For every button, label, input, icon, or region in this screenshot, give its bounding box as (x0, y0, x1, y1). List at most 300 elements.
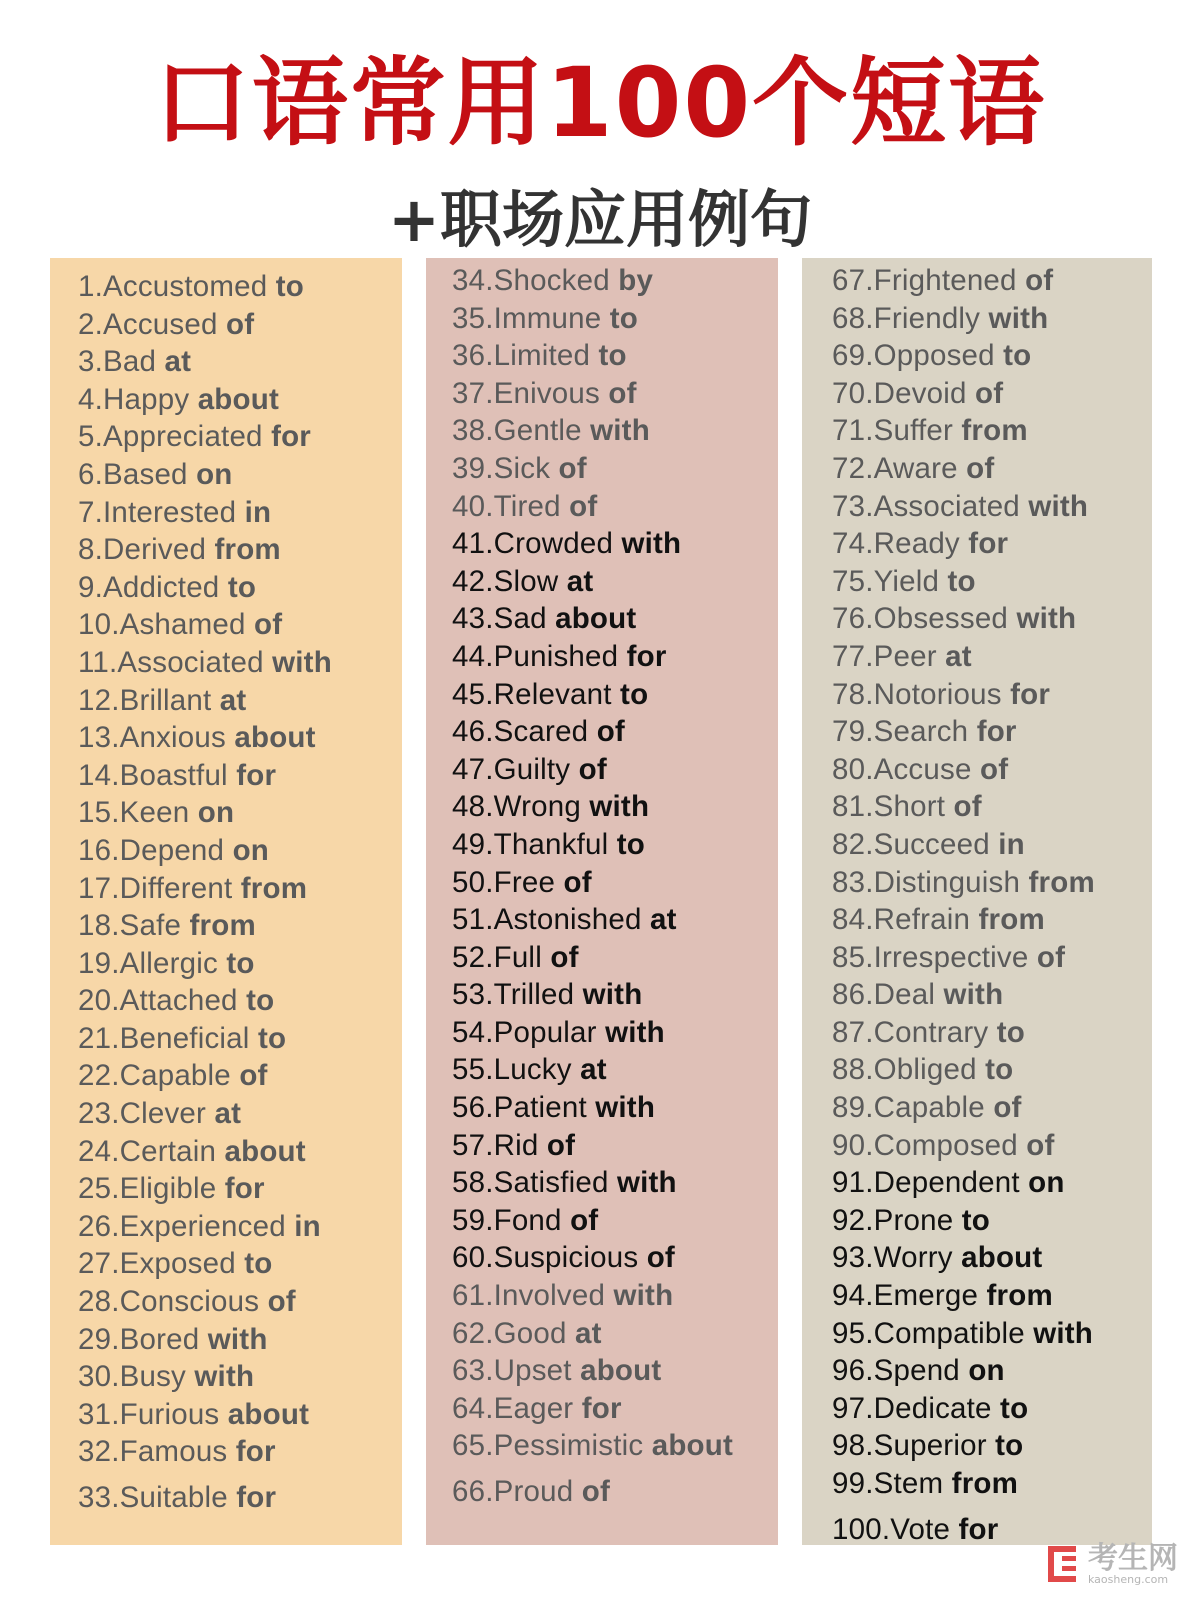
phrase-word: Slow (493, 564, 559, 598)
phrase-preposition: to (244, 1247, 273, 1281)
watermark-domain: kaosheng.com (1088, 1572, 1169, 1586)
phrase-item (832, 1239, 1152, 1277)
phrase-number: 66. (452, 1475, 494, 1508)
phrase-number: 16. (78, 833, 120, 867)
phrase-word: Accustomed (103, 270, 268, 303)
phrase-preposition: from (1028, 865, 1095, 899)
phrase-item (832, 300, 1152, 338)
phrase-word: Capable (873, 1091, 985, 1125)
phrase-preposition: to (609, 301, 639, 335)
phrase-item (452, 751, 778, 789)
phrase-preposition: of (1026, 1128, 1055, 1162)
phrase-word: Satisfied (493, 1166, 609, 1200)
phrase-item (832, 337, 1152, 375)
phrase-number: 9. (78, 570, 104, 604)
phrase-item (452, 262, 778, 300)
phrase-number: 51. (452, 903, 494, 937)
phrase-preposition: of (979, 752, 1009, 786)
phrase-item (452, 976, 778, 1014)
phrase-word: Aware (873, 451, 958, 485)
phrase-item (452, 1390, 778, 1428)
phrase-word: Accused (103, 307, 218, 341)
phrase-word: Peer (873, 639, 937, 673)
phrase-word: Clever (119, 1097, 207, 1131)
phrase-number: 31. (78, 1397, 120, 1431)
phrase-preposition: of (578, 752, 607, 786)
phrase-item (78, 832, 402, 870)
phrase-number: 7. (78, 495, 104, 529)
phrase-word: Dependent (873, 1166, 1020, 1200)
phrase-item (832, 1051, 1152, 1089)
phrase-number: 27. (78, 1247, 120, 1281)
phrase-item (452, 563, 778, 601)
phrase-preposition: with (1016, 602, 1077, 636)
phrase-number: 19. (78, 946, 120, 980)
phrase-preposition: about (234, 721, 316, 755)
page-subtitle: +职场应用例句 (388, 183, 812, 256)
phrase-preposition: for (626, 639, 667, 673)
phrase-column-1 (50, 258, 402, 1545)
phrase-number: 77. (832, 639, 874, 673)
phrase-preposition: of (267, 1285, 296, 1319)
phrase-item (452, 1352, 778, 1390)
phrase-item (78, 531, 402, 569)
phrase-word: Lucky (493, 1053, 572, 1087)
phrase-preposition: to (246, 984, 275, 1018)
phrase-item (78, 719, 402, 757)
phrase-word: Different (119, 871, 233, 905)
phrase-preposition: of (558, 451, 587, 485)
phrase-item (832, 563, 1152, 601)
phrase-word: Short (873, 790, 946, 824)
phrase-number: 80. (832, 752, 874, 786)
phrase-number: 62. (452, 1316, 494, 1350)
phrase-number: 100. (832, 1512, 891, 1546)
phrase-number: 22. (78, 1059, 120, 1093)
phrase-word: Famous (119, 1435, 228, 1469)
phrase-number: 34. (452, 264, 494, 297)
phrase-item (832, 788, 1152, 826)
phrase-item (452, 676, 778, 714)
phrase-item (832, 1164, 1152, 1202)
phrase-number: 10. (78, 608, 120, 642)
phrase-item (452, 1202, 778, 1240)
phrase-word: Happy (103, 382, 190, 416)
phrase-number: 60. (452, 1241, 494, 1275)
phrase-word: Crowded (493, 527, 614, 561)
phrase-number: 20. (78, 984, 120, 1018)
phrase-number: 72. (832, 451, 874, 485)
phrase-preposition: of (546, 1128, 576, 1162)
phrase-number: 95. (832, 1316, 874, 1350)
phrase-preposition: with (988, 301, 1049, 335)
phrase-word: Search (873, 715, 969, 749)
phrase-item (78, 1020, 402, 1058)
phrase-item (832, 976, 1152, 1014)
phrase-item (452, 826, 778, 864)
phrase-number: 78. (832, 677, 874, 711)
phrase-item (832, 1127, 1152, 1165)
phrase-item (452, 1277, 778, 1315)
phrase-number: 94. (832, 1279, 874, 1313)
phrase-number: 4. (78, 382, 104, 416)
phrase-item (832, 1089, 1152, 1127)
phrase-preposition: for (581, 1391, 622, 1425)
phrase-word: Scared (493, 715, 589, 749)
phrase-item (832, 488, 1152, 526)
phrase-preposition: for (236, 1481, 277, 1514)
phrase-number: 21. (78, 1021, 120, 1055)
phrase-number: 86. (832, 978, 874, 1012)
phrase-word: Relevant (493, 677, 612, 711)
phrase-item (78, 1283, 402, 1321)
phrase-number: 71. (832, 414, 874, 448)
phrase-word: Succeed (873, 827, 990, 861)
phrase-preposition: of (1025, 264, 1054, 297)
phrase-preposition: with (605, 1015, 665, 1049)
phrase-item (78, 1321, 402, 1359)
phrase-word: Certain (119, 1134, 217, 1168)
phrase-item (832, 826, 1152, 864)
phrase-word: Busy (119, 1360, 186, 1394)
phrase-item (832, 1315, 1152, 1353)
phrase-number: 44. (452, 639, 494, 673)
phrase-number: 8. (78, 533, 104, 567)
phrase-preposition: to (620, 677, 649, 711)
phrase-word: Suitable (119, 1481, 228, 1514)
phrase-word: Accuse (873, 752, 972, 786)
phrase-number: 74. (832, 527, 874, 561)
phrase-word: Shocked (493, 264, 610, 297)
phrase-preposition: to (275, 270, 304, 303)
phrase-preposition: about (651, 1429, 734, 1463)
phrase-item (78, 794, 402, 832)
phrase-item (832, 1277, 1152, 1315)
phrase-word: Involved (493, 1279, 606, 1313)
phrase-item (78, 907, 402, 945)
phrase-word: Fond (493, 1203, 562, 1237)
phrase-word: Conscious (119, 1285, 260, 1319)
phrase-item (832, 901, 1152, 939)
phrase-preposition: to (616, 827, 646, 861)
phrase-word: Tired (493, 489, 561, 523)
phrase-number: 18. (78, 909, 120, 943)
phrase-preposition: in (294, 1209, 321, 1243)
phrase-number: 53. (452, 978, 494, 1012)
phrase-preposition: to (257, 1021, 287, 1055)
phrase-preposition: from (961, 414, 1028, 448)
phrase-preposition: of (596, 715, 625, 749)
phrase-preposition: with (616, 1166, 677, 1200)
phrase-number: 30. (78, 1360, 120, 1394)
phrase-item (832, 600, 1152, 638)
phrase-preposition: on (197, 796, 235, 830)
phrase-word: Compatible (873, 1316, 1025, 1350)
phrase-preposition: with (621, 527, 682, 561)
phrase-item (452, 1473, 778, 1511)
phrase-number: 97. (832, 1391, 874, 1425)
phrase-item (78, 456, 402, 494)
phrase-word: Allergic (119, 946, 218, 980)
phrase-word: Wrong (493, 790, 581, 824)
phrase-item (452, 1164, 778, 1202)
phrase-number: 57. (452, 1128, 494, 1162)
phrase-preposition: to (961, 1203, 990, 1237)
phrase-preposition: in (244, 495, 272, 529)
phrase-item (452, 412, 778, 450)
phrase-preposition: with (613, 1279, 674, 1313)
phrase-number: 13. (78, 721, 120, 755)
phrase-word: Capable (119, 1059, 231, 1093)
phrase-number: 91. (832, 1166, 874, 1200)
phrase-item (452, 901, 778, 939)
phrase-item (832, 450, 1152, 488)
phrase-number: 98. (832, 1429, 874, 1463)
phrase-word: Suspicious (493, 1241, 639, 1275)
phrase-word: Furious (119, 1397, 220, 1431)
phrase-number: 50. (452, 865, 494, 899)
phrase-word: Notorious (873, 677, 1002, 711)
phrase-number: 52. (452, 940, 494, 974)
phrase-word: Ready (873, 527, 960, 561)
phrase-item (832, 1390, 1152, 1428)
phrase-item (832, 375, 1152, 413)
phrase-item (78, 1479, 402, 1517)
phrase-preposition: with (207, 1322, 268, 1356)
phrase-item (832, 412, 1152, 450)
phrase-number: 2. (78, 307, 104, 341)
phrase-item (78, 757, 402, 795)
phrase-item (452, 300, 778, 338)
phrase-word: Limited (493, 339, 591, 373)
phrase-item (78, 1358, 402, 1396)
phrase-item (452, 1089, 778, 1127)
phrase-item (78, 1057, 402, 1095)
phrase-preposition: to (598, 339, 627, 373)
phrase-number: 15. (78, 796, 120, 830)
phrase-item (452, 488, 778, 526)
phrase-word: Keen (119, 796, 190, 830)
phrase-number: 96. (832, 1354, 874, 1388)
phrase-item (452, 1127, 778, 1165)
phrase-item (78, 494, 402, 532)
phrase-item (452, 1051, 778, 1089)
phrase-number: 36. (452, 339, 494, 373)
phrase-preposition: for (236, 758, 277, 792)
phrase-preposition: from (189, 909, 256, 943)
phrase-preposition: from (951, 1467, 1019, 1500)
phrase-word: Prone (873, 1203, 954, 1237)
phrase-item (832, 262, 1152, 300)
phrase-preposition: about (555, 602, 637, 636)
phrase-preposition: with (1028, 489, 1089, 523)
phrase-word: Obliged (873, 1053, 977, 1087)
phrase-word: Trilled (493, 978, 575, 1012)
phrase-word: Irrespective (873, 940, 1029, 974)
phrase-number: 83. (832, 865, 874, 899)
phrase-word: Refrain (873, 903, 971, 937)
phrase-number: 64. (452, 1391, 494, 1425)
phrase-item (78, 1396, 402, 1434)
phrase-preposition: from (986, 1279, 1053, 1313)
phrase-number: 1. (78, 270, 104, 303)
phrase-number: 35. (452, 301, 494, 335)
phrase-number: 54. (452, 1015, 494, 1049)
phrase-item (452, 525, 778, 563)
phrase-preposition: of (550, 940, 579, 974)
phrase-item (78, 418, 402, 456)
phrase-word: Bad (103, 345, 157, 379)
phrase-word: Anxious (119, 721, 226, 755)
phrase-number: 49. (452, 827, 494, 861)
phrase-preposition: for (235, 1435, 276, 1469)
phrase-number: 3. (78, 345, 104, 379)
phrase-word: Full (493, 940, 542, 974)
phrase-number: 29. (78, 1322, 120, 1356)
phrase-word: Immune (493, 301, 602, 335)
phrase-word: Depend (119, 833, 225, 867)
phrase-item (78, 1133, 402, 1171)
phrase-word: Upset (493, 1354, 572, 1388)
phrase-preposition: at (219, 683, 247, 717)
phrase-item (78, 870, 402, 908)
phrase-number: 32. (78, 1435, 120, 1469)
phrase-preposition: about (227, 1397, 310, 1431)
phrase-item (78, 1170, 402, 1208)
phrase-word: Appreciated (103, 420, 263, 454)
phrase-word: Opposed (873, 339, 995, 373)
phrase-number: 70. (832, 376, 874, 410)
phrase-word: Sick (493, 451, 551, 485)
phrase-preposition: about (197, 382, 279, 416)
phrase-word: Friendly (873, 301, 981, 335)
phrase-preposition: with (589, 790, 650, 824)
phrase-word: Derived (103, 533, 207, 567)
phrase-word: Eager (493, 1391, 574, 1425)
phrase-number: 42. (452, 564, 494, 598)
phrase-word: Dedicate (873, 1391, 992, 1425)
phrase-word: Addicted (103, 570, 220, 604)
phrase-preposition: for (976, 715, 1017, 749)
phrase-item (78, 306, 402, 344)
phrase-preposition: about (224, 1134, 306, 1168)
phrase-item (452, 1239, 778, 1277)
phrase-item (78, 945, 402, 983)
phrase-item (832, 638, 1152, 676)
phrase-word: Bored (119, 1322, 200, 1356)
phrase-preposition: for (224, 1172, 265, 1206)
phrase-item (78, 1433, 402, 1471)
phrase-preposition: with (595, 1091, 656, 1125)
phrase-number: 84. (832, 903, 874, 937)
page-title: 口语常用100个短语 (153, 47, 1047, 159)
phrase-item (452, 450, 778, 488)
phrase-number: 88. (832, 1053, 874, 1087)
watermark (1044, 1540, 1178, 1588)
phrase-preposition: to (227, 570, 257, 604)
phrase-preposition: with (943, 978, 1004, 1012)
phrase-preposition: of (966, 451, 995, 485)
phrase-preposition: at (574, 1316, 602, 1350)
phrase-preposition: from (240, 871, 308, 905)
phrase-number: 40. (452, 489, 494, 523)
phrase-number: 79. (832, 715, 874, 749)
phrase-preposition: for (1010, 677, 1051, 711)
kaosheng-logo-icon (1044, 1544, 1080, 1584)
phrase-number: 45. (452, 677, 494, 711)
phrase-word: Frightened (873, 264, 1017, 297)
phrase-preposition: with (582, 978, 643, 1012)
phrase-word: Based (103, 457, 188, 491)
phrase-word: Pessimistic (493, 1429, 644, 1463)
phrase-word: Astonished (493, 903, 642, 937)
phrase-item (832, 1352, 1152, 1390)
phrase-item (78, 1208, 402, 1246)
phrase-preposition: on (1028, 1166, 1065, 1200)
phrase-number: 41. (452, 527, 494, 561)
phrase-preposition: of (953, 790, 982, 824)
phrase-number: 82. (832, 827, 874, 861)
phrase-number: 87. (832, 1015, 874, 1049)
phrase-number: 99. (832, 1467, 874, 1500)
phrase-number: 75. (832, 564, 874, 598)
phrase-preposition: of (569, 489, 598, 523)
phrase-word: Exposed (119, 1247, 236, 1281)
phrase-word: Interested (103, 495, 237, 529)
phrase-word: Beneficial (119, 1021, 250, 1055)
phrase-preposition: at (566, 564, 594, 598)
phrase-number: 93. (832, 1241, 874, 1275)
phrase-number: 55. (452, 1053, 494, 1087)
phrase-preposition: for (271, 420, 311, 454)
phrase-preposition: from (214, 533, 281, 567)
phrase-word: Composed (873, 1128, 1018, 1162)
phrase-item (452, 1427, 778, 1465)
phrase-item (78, 644, 402, 682)
phrase-number: 56. (452, 1091, 494, 1125)
phrase-word: Suffer (873, 414, 953, 448)
phrase-preposition: to (995, 1429, 1024, 1463)
phrase-number: 81. (832, 790, 874, 824)
phrase-word: Popular (493, 1015, 597, 1049)
phrase-item (452, 939, 778, 977)
phrase-number: 39. (452, 451, 494, 485)
phrase-item (832, 1427, 1152, 1465)
phrase-number: 61. (452, 1279, 494, 1313)
phrase-item (832, 864, 1152, 902)
phrase-word: Superior (873, 1429, 987, 1463)
phrase-item (78, 1245, 402, 1283)
phrase-preposition: of (608, 376, 637, 410)
phrase-word: Attached (119, 984, 238, 1018)
phrase-preposition: on (196, 457, 233, 491)
phrase-word: Emerge (873, 1279, 979, 1313)
phrase-item (452, 713, 778, 751)
phrase-word: Stem (873, 1467, 944, 1500)
phrase-number: 67. (832, 264, 874, 297)
phrase-number: 37. (452, 376, 494, 410)
phrase-number: 33. (78, 1481, 120, 1514)
phrase-number: 47. (452, 752, 494, 786)
phrase-preposition: of (581, 1475, 610, 1508)
phrase-item (452, 375, 778, 413)
phrase-number: 63. (452, 1354, 494, 1388)
phrase-preposition: on (232, 833, 270, 867)
phrase-preposition: of (1036, 940, 1066, 974)
phrase-word: Free (493, 865, 556, 899)
phrase-item (452, 1014, 778, 1052)
phrase-preposition: to (985, 1053, 1014, 1087)
